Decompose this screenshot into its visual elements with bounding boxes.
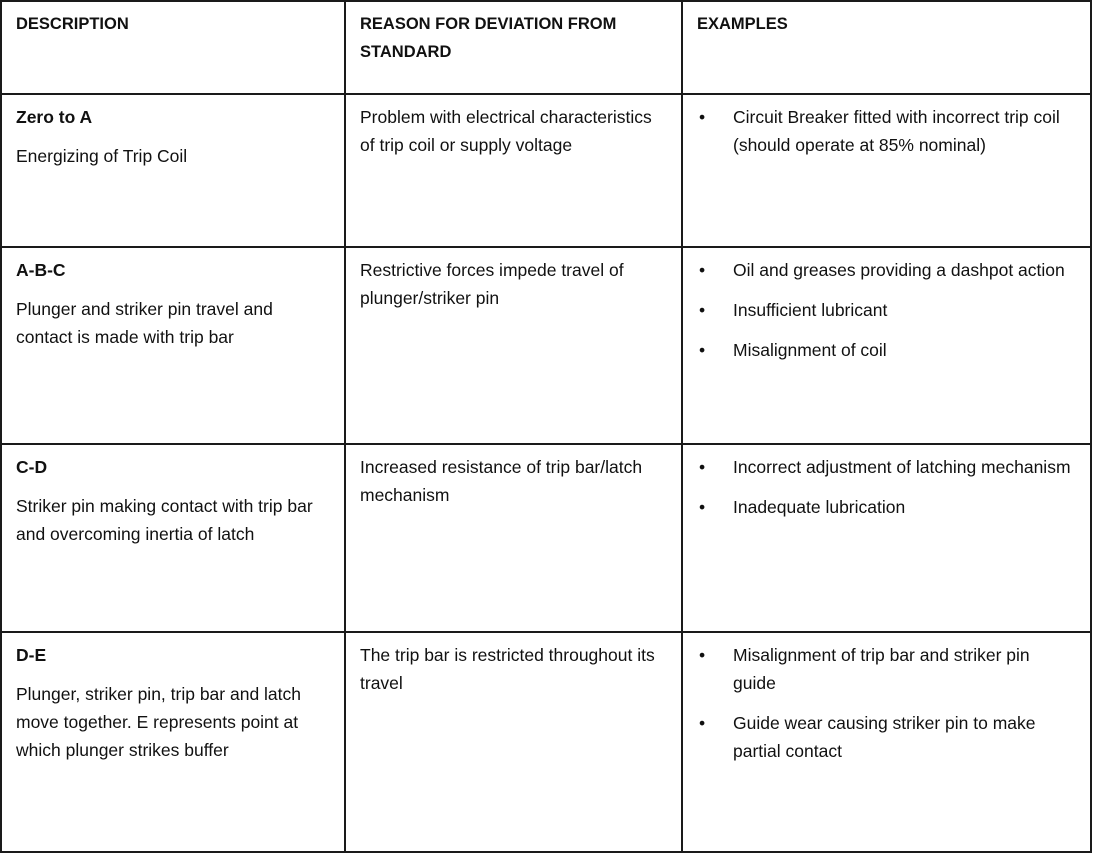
example-item — [697, 256, 1076, 284]
example-text: Insufficient lubricant — [733, 300, 888, 320]
table-row — [1, 247, 1091, 444]
examples-list — [697, 103, 1076, 159]
reason-cell: The trip bar is restricted throughout its travel — [345, 632, 682, 852]
example-item — [697, 103, 1076, 159]
table-row — [1, 94, 1091, 247]
table-row — [1, 444, 1091, 632]
header-reason: REASON FOR DEVIATION FROM STANDARD — [345, 1, 682, 94]
examples-cell — [682, 94, 1091, 247]
header-examples: EXAMPLES — [682, 1, 1091, 94]
row-description: Plunger and striker pin travel and contact is made with trip bar — [16, 299, 273, 347]
example-item — [697, 641, 1076, 697]
bullet-icon: • — [699, 300, 706, 320]
examples-cell — [682, 444, 1091, 632]
bullet-icon: • — [699, 260, 706, 280]
row-label: C-D — [16, 457, 48, 477]
row-label: A-B-C — [16, 260, 66, 280]
description-cell — [1, 94, 345, 247]
examples-cell — [682, 632, 1091, 852]
example-item — [697, 493, 1076, 521]
bullet-icon: • — [699, 457, 706, 477]
description-cell — [1, 247, 345, 444]
examples-list — [697, 256, 1076, 364]
table-row — [1, 632, 1091, 852]
description-cell — [1, 632, 345, 852]
reason-cell: Problem with electrical characteristics of trip coil or supply voltage — [345, 94, 682, 247]
example-item — [697, 709, 1076, 765]
row-label: Zero to A — [16, 107, 93, 127]
example-item — [697, 453, 1076, 481]
example-item — [697, 336, 1076, 364]
example-item — [697, 296, 1076, 324]
bullet-icon: • — [699, 645, 706, 665]
example-text: Misalignment of coil — [733, 340, 887, 360]
bullet-icon: • — [699, 497, 706, 517]
example-text: Incorrect adjustment of latching mechanism — [733, 457, 1071, 477]
description-cell — [1, 444, 345, 632]
bullet-icon: • — [699, 107, 706, 127]
example-text: Inadequate lubrication — [733, 497, 906, 517]
example-text: Guide wear causing striker pin to make partial contact — [733, 713, 1036, 761]
row-description: Plunger, striker pin, trip bar and latch move together. E represents point at which plunger strikes buffer — [16, 684, 302, 760]
example-text: Misalignment of trip bar and striker pin guide — [733, 645, 1030, 693]
examples-list — [697, 641, 1076, 765]
header-description: DESCRIPTION — [1, 1, 345, 94]
row-label: D-E — [16, 645, 47, 665]
bullet-icon: • — [699, 713, 706, 733]
row-description: Energizing of Trip Coil — [16, 146, 188, 166]
reason-cell: Restrictive forces impede travel of plunger/striker pin — [345, 247, 682, 444]
row-description: Striker pin making contact with trip bar and overcoming inertia of latch — [16, 496, 313, 544]
example-text: Circuit Breaker fitted with incorrect trip coil (should operate at 85% nominal) — [733, 107, 1060, 155]
header-row — [1, 1, 1091, 94]
example-text: Oil and greases providing a dashpot action — [733, 260, 1065, 280]
examples-list — [697, 453, 1076, 521]
bullet-icon: • — [699, 340, 706, 360]
reason-cell: Increased resistance of trip bar/latch mechanism — [345, 444, 682, 632]
examples-cell — [682, 247, 1091, 444]
